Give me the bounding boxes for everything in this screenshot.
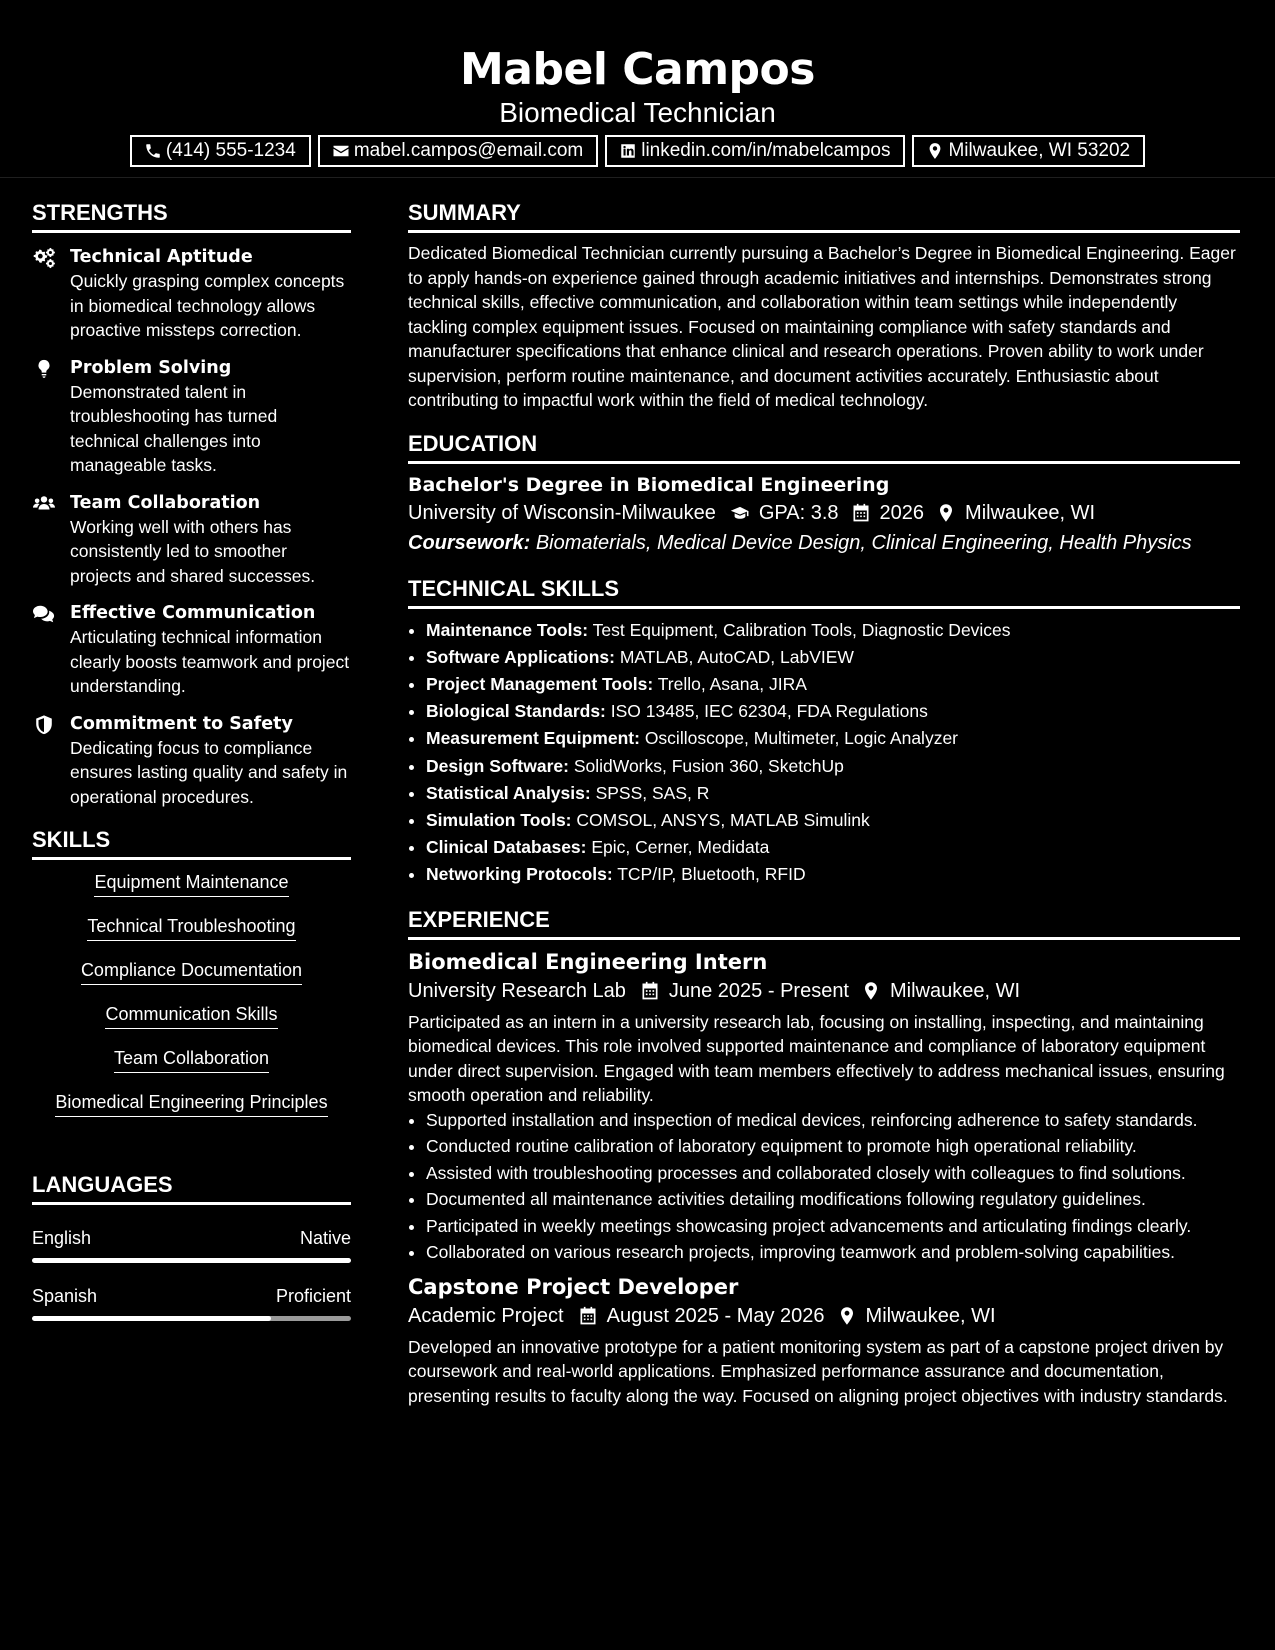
map-pin-icon [837,1306,857,1326]
contact-email[interactable] [318,135,598,167]
language-name: Spanish [32,1286,98,1306]
skill-values: Oscilloscope, Multimeter, Logic Analyzer [644,728,959,749]
left-column [32,198,351,1321]
list-item [426,834,1240,861]
language-bar [32,1316,351,1321]
list-item [426,807,1240,834]
education-meta [408,498,1240,528]
skill-category: Networking Protocols: [426,864,613,885]
strength-item [32,245,351,343]
skill-tag: Equipment Maintenance [94,870,288,897]
skill-category: Maintenance Tools: [426,619,589,640]
education-degree: Bachelor's Degree in Biomedical Engineering [408,473,890,496]
skill-category: Clinical Databases: [426,837,587,858]
languages-section [32,1170,351,1321]
envelope-icon [332,142,350,160]
strengths-list [32,245,351,809]
strength-item [32,712,351,810]
strength-desc: Demonstrated talent in troubleshooting has turned technical challenges into manageable tasks. [70,381,278,475]
contact-bar [0,135,1275,167]
skill-values: ISO 13485, IEC 62304, FDA Regulations [610,701,928,722]
job-meta [408,1301,1240,1331]
strength-item [32,491,351,589]
job-org: Academic Project [408,1304,564,1327]
strength-desc: Articulating technical information clearly boosts teamwork and project understanding. [70,627,350,696]
list-item [426,644,1240,671]
map-pin-icon [861,981,881,1001]
skill-category: Biological Standards: [426,701,606,722]
skill-category: Project Management Tools: [426,673,654,694]
job-title: Capstone Project Developer [408,1274,739,1299]
strength-title: Commitment to Safety [70,713,293,734]
skill-tag: Biomedical Engineering Principles [55,1090,327,1117]
contact-phone-text: (414) 555-1234 [165,140,296,161]
comments-icon [32,603,56,625]
job-entry [408,1273,1240,1409]
job-description: Participated as an intern in a university research lab, focusing on installing, inspecting, and maintaining biomedical devices. This role involved supported maintenance and compliance of laboratory equipment under direct supervision. Engaged with team members effectively to address mechanical issues, ensuring smooth operation and reliability. [408,1011,1225,1106]
skill-category: Software Applications: [426,646,615,667]
graduation-cap-icon [730,503,750,523]
phone-icon [144,142,162,160]
strength-title: Problem Solving [70,357,232,378]
users-icon [32,493,56,515]
language-bar-fill [32,1258,351,1263]
skill-values: Epic, Cerner, Medidata [591,837,770,858]
language-bar-fill [32,1316,271,1321]
summary-heading: SUMMARY [408,198,1240,233]
technical-skills-heading: TECHNICAL SKILLS [408,574,1240,609]
list-item [426,780,1240,807]
contact-linkedin[interactable] [605,135,905,167]
languages-heading: LANGUAGES [32,1170,351,1205]
lightbulb-icon [32,358,56,380]
skill-tag: Communication Skills [105,1002,277,1029]
skill-category: Design Software: [426,755,569,776]
calendar-icon [640,981,660,1001]
job-description: Developed an innovative prototype for a patient monitoring system as part of a capstone project driven by coursework and real-world applications. Emphasized performance assurance and documentation, presenting results to faculty along the way. Focused on aligning project objectives with industry standards. [408,1336,1228,1406]
job-dates: June 2025 - Present [668,979,849,1002]
skill-tag: Technical Troubleshooting [87,914,295,941]
language-bar [32,1258,351,1263]
skill-values: SPSS, SAS, R [595,782,710,803]
skills-heading: SKILLS [32,825,351,860]
education-gpa: GPA: 3.8 [758,501,839,524]
job-entry [408,948,1240,1265]
skills-list [32,870,351,1134]
shield-icon [32,714,56,736]
technical-skills-list [408,617,1240,889]
experience-section [408,905,1240,1409]
education-school: University of Wisconsin-Milwaukee [408,501,716,524]
map-pin-icon [926,142,944,160]
summary-text: Dedicated Biomedical Technician currently pursuing a Bachelor’s Degree in Biomedical Engineering. Eager to apply hands-on experience gained through academic initiatives and internships. Demonstrates strong technical skills, effective communication, and collaboration within team settings while independently tackling complex equipment issues. Focused on maintaining compliance with safety standards and manufacturer specifications that enhance clinical and research operations. Proven ability to work under supervision, perform routine maintenance, and document activities accurately. Enthusiastic about contributing to impactful work within the field of medical technology. [408,243,1236,410]
skill-category: Statistical Analysis: [426,782,591,803]
experience-heading: EXPERIENCE [408,905,1240,940]
skill-values: TCP/IP, Bluetooth, RFID [617,864,806,885]
strength-title: Team Collaboration [70,492,261,513]
strengths-heading: STRENGTHS [32,198,351,233]
job-bullets [408,1108,1240,1265]
map-pin-icon [936,503,956,523]
skill-values: MATLAB, AutoCAD, LabVIEW [619,646,854,667]
coursework-list: Biomaterials, Medical Device Design, Clinical Engineering, Health Physics [535,531,1192,554]
technical-skills-section [408,574,1240,889]
education-coursework [408,528,1240,558]
strength-desc: Dedicating focus to compliance ensures lasting quality and safety in operational procedures. [70,737,348,807]
strength-title: Technical Aptitude [70,247,253,267]
linkedin-icon [619,142,637,160]
skill-tag: Compliance Documentation [81,958,302,985]
strength-item [32,601,351,699]
candidate-title: Biomedical Technician [499,97,776,128]
list-item: • Participated in weekly meetings showcasing project advancements and articulating findings clearly. [426,1214,1240,1239]
list-item: • Documented all maintenance activities detailing modifications following regulatory guidelines. [426,1187,1240,1212]
skill-category: Measurement Equipment: [426,728,640,749]
skill-category: Simulation Tools: [426,809,572,830]
resume-header [0,0,1275,178]
skill-values: COMSOL, ANSYS, MATLAB Simulink [576,809,870,830]
language-level: Native [299,1228,351,1248]
job-title: Biomedical Engineering Intern [408,949,768,974]
list-item: • Supported installation and inspection of medical devices, reinforcing adherence to safety standards. [426,1108,1240,1133]
gears-icon [32,247,56,269]
skill-values: Trello, Asana, JIRA [657,673,807,694]
language-item [32,1227,351,1263]
contact-location[interactable] [912,135,1145,167]
strength-desc: Working well with others has consistently led to smoother projects and shared successes. [70,516,316,586]
list-item [426,753,1240,780]
list-item [426,698,1240,725]
job-meta [408,976,1240,1006]
right-column [408,198,1240,1408]
contact-linkedin-text: linkedin.com/in/mabelcampos [641,140,891,161]
contact-phone[interactable] [130,135,311,167]
language-name: English [32,1228,92,1248]
list-item [426,671,1240,698]
education-section [408,429,1240,558]
job-location: Milwaukee, WI [890,979,1021,1002]
education-heading: EDUCATION [408,429,1240,464]
strength-item [32,356,351,478]
contact-email-text: mabel.campos@email.com [353,140,584,161]
education-year: 2026 [879,501,925,524]
contact-location-text: Milwaukee, WI 53202 [948,140,1131,161]
list-item: • Assisted with troubleshooting processes and collaborated closely with colleagues to find solutions. [426,1161,1240,1186]
list-item: • Collaborated on various research projects, improving teamwork and problem-solving capabilities. [426,1240,1240,1265]
strength-desc: Quickly grasping complex concepts in biomedical technology allows proactive missteps correction. [70,271,345,340]
skill-values: Test Equipment, Calibration Tools, Diagnostic Devices [592,619,1011,640]
list-item [426,617,1240,644]
language-item [32,1285,351,1321]
skill-values: SolidWorks, Fusion 360, SketchUp [573,755,844,776]
list-item: • Conducted routine calibration of laboratory equipment to promote high operational reliability. [426,1134,1240,1159]
coursework-label: Coursework: [408,531,531,554]
strength-title: Effective Communication [70,603,316,623]
language-level: Proficient [275,1286,351,1306]
calendar-icon [578,1306,598,1326]
skill-tag: Team Collaboration [114,1046,269,1073]
job-location: Milwaukee, WI [865,1304,996,1327]
education-location: Milwaukee, WI [965,501,1096,524]
calendar-icon [851,503,871,523]
skills-section [32,825,351,1134]
job-dates: August 2025 - May 2026 [606,1304,825,1327]
candidate-name: Mabel Campos [460,44,815,95]
list-item [426,861,1240,888]
job-org: University Research Lab [408,979,626,1002]
list-item [426,725,1240,752]
